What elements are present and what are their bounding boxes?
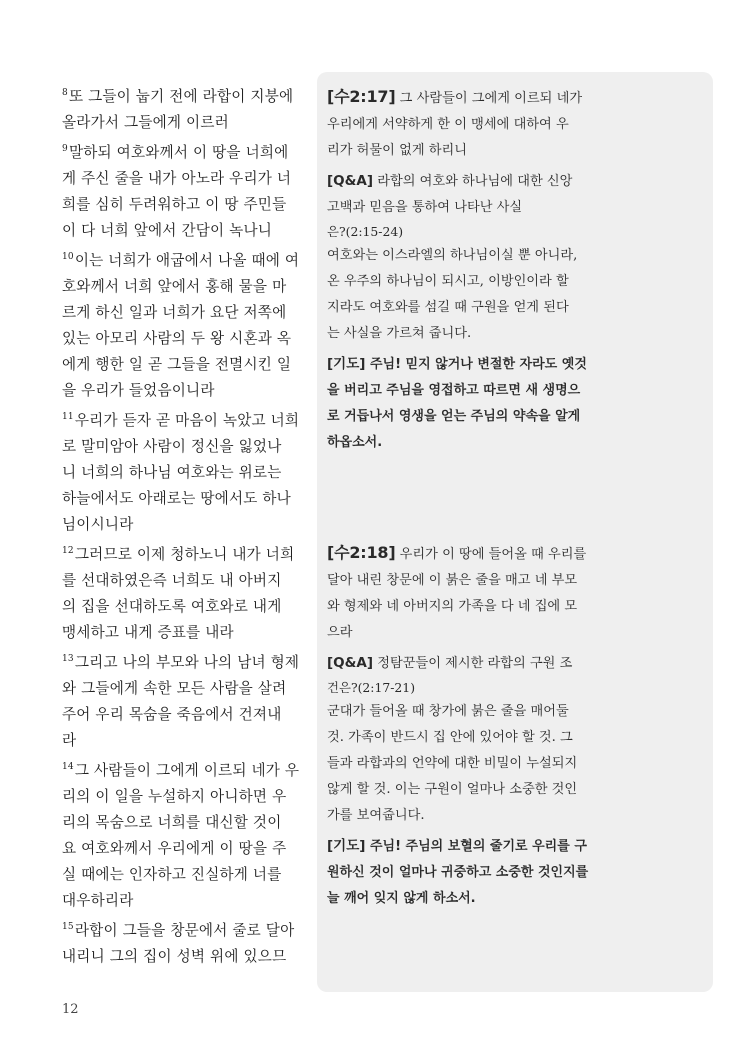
memory-verse-tag: [수2:17] bbox=[327, 87, 396, 106]
verse-line: 님이시니라 bbox=[62, 516, 134, 533]
memory-verse-text: 와 형제와 네 아버지의 가족을 다 네 집에 모 bbox=[327, 599, 578, 614]
qa-answer: 않게 할 것. 이는 구원이 얼마나 소중한 것인 bbox=[327, 782, 578, 797]
scripture-column bbox=[62, 80, 317, 970]
verse-number: 11 bbox=[62, 412, 74, 422]
verse-number: 12 bbox=[62, 546, 74, 556]
memory-verse-text: 리가 허물이 없게 하리니 bbox=[327, 143, 467, 158]
qa-answer: 것. 가족이 반드시 집 안에 있어야 할 것. 그 bbox=[327, 730, 573, 745]
verse-line: 있는 아모리 사람의 두 왕 시혼과 옥 bbox=[62, 330, 292, 347]
verse-line: 게 주신 줄을 내가 아노라 우리가 너 bbox=[62, 170, 292, 187]
memory-verse-2-18 bbox=[327, 540, 609, 646]
page-number: 12 bbox=[62, 1002, 79, 1017]
verse-line: 을 우리가 들었음이니라 bbox=[62, 382, 215, 399]
verse-line: 우리가 듣자 곧 마음이 녹았고 너희 bbox=[74, 412, 300, 429]
verse-line: 리의 목숨으로 너희를 대신할 것이 bbox=[62, 814, 282, 831]
prayer-text: 주님! 주님의 보혈의 줄기로 우리를 구 bbox=[365, 839, 587, 854]
verse-15 bbox=[62, 914, 317, 970]
verse-12 bbox=[62, 538, 317, 646]
qa-answer: 는 사실을 가르쳐 줍니다. bbox=[327, 326, 472, 341]
verse-11 bbox=[62, 404, 317, 538]
prayer-text: 주님! 믿지 않거나 변절한 자라도 옛것 bbox=[365, 357, 587, 372]
qa-tag: [Q&A] bbox=[327, 655, 374, 671]
verse-line: 실 때에는 인자하고 진실하게 너를 bbox=[62, 866, 282, 883]
qa-question: 정탐꾼들이 제시한 라합의 구원 조 bbox=[373, 656, 573, 671]
verse-line: 올라가서 그들에게 이르러 bbox=[62, 114, 229, 131]
verse-line: 그러므로 이제 청하노니 내가 너희 bbox=[74, 546, 295, 563]
memory-verse-text: 우리에게 서약하게 한 이 맹세에 대하여 우 bbox=[327, 117, 569, 132]
verse-number: 14 bbox=[62, 762, 74, 772]
qa-answer: 가를 보여줍니다. bbox=[327, 808, 425, 823]
prayer-block-1 bbox=[327, 351, 609, 456]
verse-line: 라합이 그들을 창문에서 줄로 달아 bbox=[74, 922, 295, 939]
prayer-text: 을 버리고 주님을 영접하고 따르면 새 생명으 bbox=[327, 383, 581, 398]
verse-line: 호와께서 너희 앞에서 홍해 물을 마 bbox=[62, 278, 287, 295]
verse-line: 니 너희의 하나님 여호와는 위로는 bbox=[62, 464, 282, 481]
verse-line: 에게 행한 일 곧 그들을 전멸시킨 일 bbox=[62, 356, 292, 373]
qa-answer-2 bbox=[327, 699, 609, 829]
verse-line: 말하되 여호와께서 이 땅을 너희에 bbox=[68, 144, 289, 161]
qa-answer: 여호와는 이스라엘의 하나님이실 뿐 아니라, bbox=[327, 248, 578, 263]
verse-line: 맹세하고 내게 증표를 내라 bbox=[62, 624, 234, 641]
memory-verse-text: 그 사람들이 그에게 이르되 네가 bbox=[395, 91, 583, 106]
qa-tag: [Q&A] bbox=[327, 173, 374, 189]
verse-line: 그리고 나의 부모와 나의 남녀 형제 bbox=[74, 654, 300, 671]
memory-verse-2-17 bbox=[327, 84, 609, 164]
prayer-text: 늘 깨어 잊지 않게 하소서. bbox=[327, 891, 476, 906]
prayer-text: 로 거듭나서 영생을 얻는 주님의 약속을 알게 bbox=[327, 409, 581, 424]
verse-line: 요 여호와께서 우리에게 이 땅을 주 bbox=[62, 840, 287, 857]
qa-question: 고백과 믿음을 통하여 나타난 사실 bbox=[327, 200, 523, 215]
prayer-text: 원하신 것이 얼마나 귀중하고 소중한 것인지를 bbox=[327, 865, 589, 880]
qa-question: 건은?(2:17-21) bbox=[327, 680, 416, 695]
prayer-tag: [기도] bbox=[327, 838, 366, 854]
qa-answer: 지라도 여호와를 섬길 때 구원을 얻게 된다 bbox=[327, 300, 569, 315]
verse-line: 그 사람들이 그에게 이르되 네가 우 bbox=[74, 762, 300, 779]
qa-answer: 온 우주의 하나님이 되시고, 이방인이라 할 bbox=[327, 274, 569, 289]
verse-13 bbox=[62, 646, 317, 754]
verse-line: 로 말미암아 사람이 정신을 잃었나 bbox=[62, 438, 282, 455]
verse-number: 15 bbox=[62, 922, 74, 932]
prayer-tag: [기도] bbox=[327, 356, 366, 372]
verse-line: 를 선대하였은즉 너희도 내 아버지 bbox=[62, 572, 282, 589]
commentary-content bbox=[327, 84, 609, 912]
verse-number: 9 bbox=[62, 144, 68, 154]
prayer-block-2 bbox=[327, 833, 609, 912]
verse-line: 리의 이 일을 누설하지 아니하면 우 bbox=[62, 788, 287, 805]
memory-verse-text: 으라 bbox=[327, 625, 353, 640]
verse-line: 또 그들이 눕기 전에 라합이 지붕에 bbox=[68, 88, 294, 105]
verse-line: 와 그들에게 속한 모든 사람을 살려 bbox=[62, 680, 287, 697]
verse-line: 이 다 너희 앞에서 간담이 녹나니 bbox=[62, 222, 273, 239]
qa-question: 라합의 여호와 하나님에 대한 신앙 bbox=[373, 174, 573, 189]
memory-verse-text: 우리가 이 땅에 들어올 때 우리를 bbox=[395, 547, 587, 562]
verse-line: 주어 우리 목숨을 죽음에서 건져내 bbox=[62, 706, 282, 723]
verse-line: 라 bbox=[62, 732, 77, 749]
qa-block-2 bbox=[327, 650, 609, 699]
verse-line: 대우하리라 bbox=[62, 892, 134, 909]
qa-answer: 군대가 들어올 때 창가에 붉은 줄을 매어둘 bbox=[327, 704, 569, 719]
verse-number: 10 bbox=[62, 252, 74, 262]
verse-line: 르게 하신 일과 너희가 요단 저쪽에 bbox=[62, 304, 287, 321]
verse-8 bbox=[62, 80, 317, 136]
qa-question: 은?(2:15-24) bbox=[327, 224, 404, 239]
verse-line: 의 집을 선대하도록 여호와로 내게 bbox=[62, 598, 282, 615]
memory-verse-tag: [수2:18] bbox=[327, 543, 396, 562]
verse-line: 이는 너희가 애굽에서 나올 때에 여 bbox=[74, 252, 300, 269]
verse-number: 8 bbox=[62, 88, 68, 98]
verse-line: 희를 심히 두려워하고 이 땅 주민들 bbox=[62, 196, 287, 213]
verse-9 bbox=[62, 136, 317, 244]
verse-14 bbox=[62, 754, 317, 914]
memory-verse-text: 달아 내린 창문에 이 붉은 줄을 매고 네 부모 bbox=[327, 573, 578, 588]
verse-10 bbox=[62, 244, 317, 404]
qa-answer-1 bbox=[327, 243, 609, 347]
verse-line: 내리니 그의 집이 성벽 위에 있으므 bbox=[62, 948, 287, 965]
commentary-panel bbox=[317, 72, 713, 992]
qa-answer: 들과 라합과의 언약에 대한 비밀이 누설되지 bbox=[327, 756, 578, 771]
verse-number: 13 bbox=[62, 654, 74, 664]
verse-line: 하늘에서도 아래로는 땅에서도 하나 bbox=[62, 490, 291, 507]
qa-block-1 bbox=[327, 168, 609, 243]
prayer-text: 하옵소서. bbox=[327, 435, 383, 450]
